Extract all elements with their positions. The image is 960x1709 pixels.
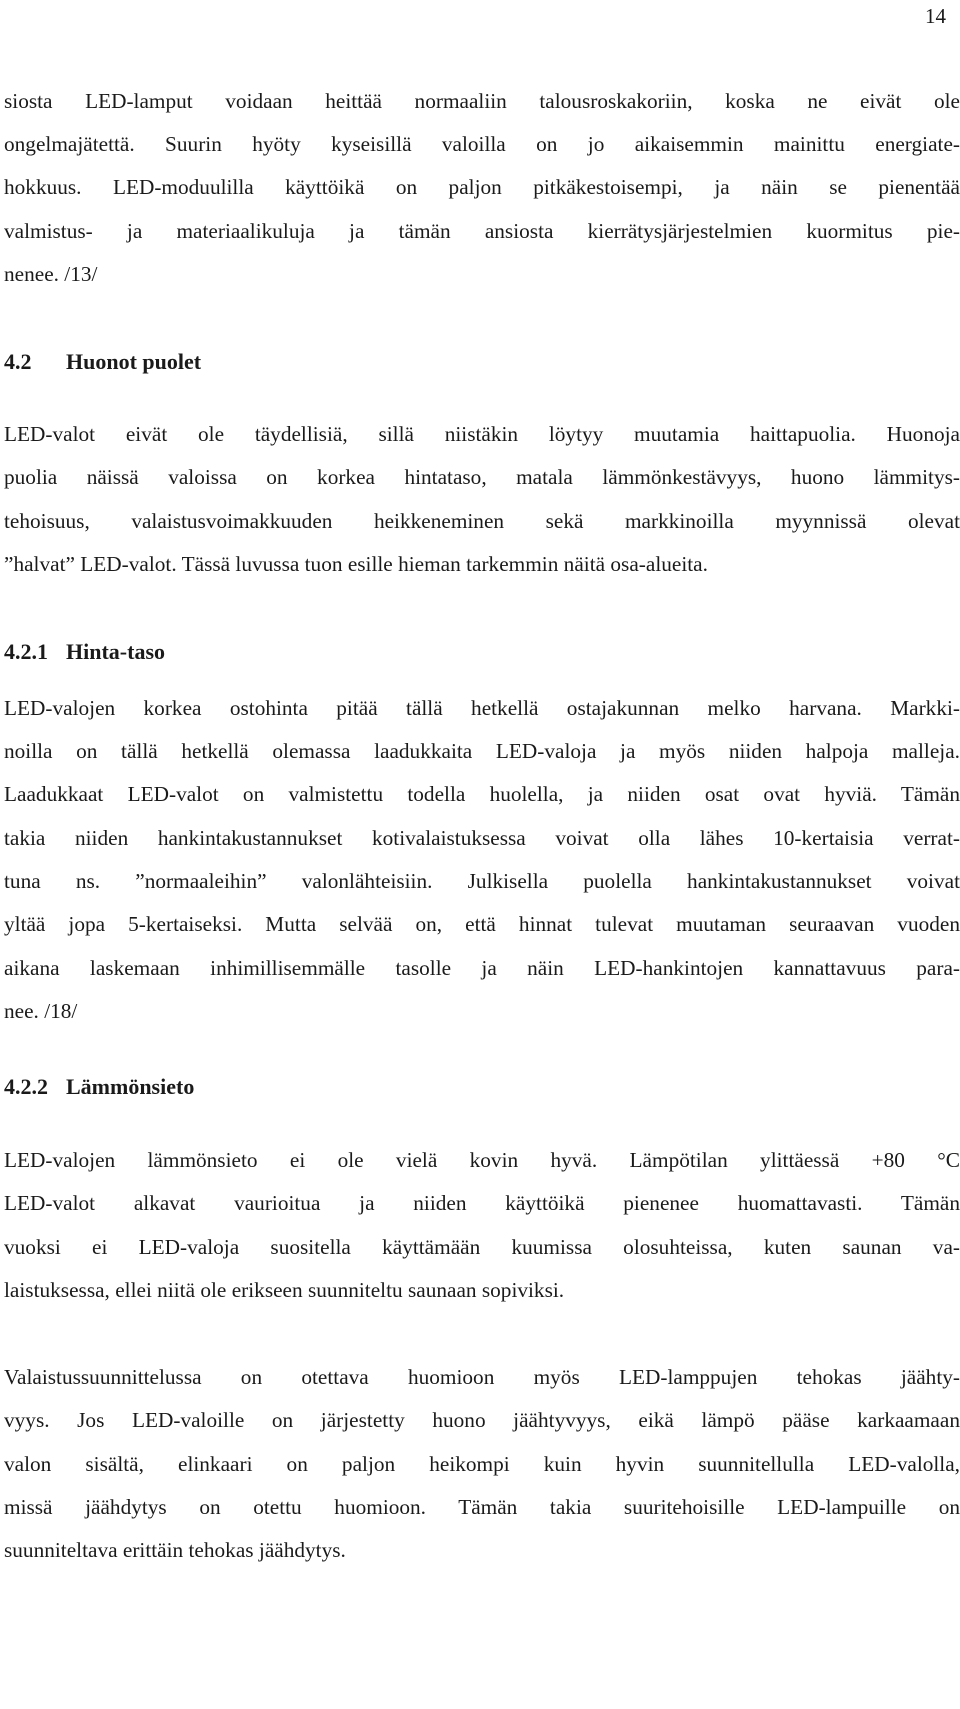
text-line: takia niiden hankintakustannukset kotivalaistuksessa voivat olla lähes 10-kertaisia verrat- xyxy=(4,826,960,850)
text-line: tehoisuus, valaistusvoimakkuuden heikkeneminen sekä markkinoilla myynnissä olevat xyxy=(4,509,960,533)
page-number: 14 xyxy=(925,4,946,28)
text-line: LED-valot alkavat vaurioitua ja niiden käyttöikä pienenee huomattavasti. Tämän xyxy=(4,1191,960,1215)
section-heading-4-2-1 xyxy=(4,641,960,663)
text-line: LED-valojen lämmönsieto ei ole vielä kovin hyvä. Lämpötilan ylittäessä +80 °C xyxy=(4,1148,960,1172)
section-title: Huonot puolet xyxy=(66,349,202,374)
text-line: vuoksi ei LED-valoja suositella käyttämään kuumissa olosuhteissa, kuten saunan va- xyxy=(4,1235,960,1259)
text-line: vyys. Jos LED-valoille on järjestetty huono jäähtyvyys, eikä lämpö pääse karkaamaan xyxy=(4,1408,960,1432)
text-line: siosta LED-lamput voidaan heittää normaaliin talousroskakoriin, koska ne eivät ole xyxy=(4,89,960,113)
section-title: Lämmönsieto xyxy=(66,1074,195,1099)
section-number: 4.2.2 xyxy=(4,1074,48,1099)
text-line: hokkuus. LED-moduulilla käyttöikä on paljon pitkäkestoisempi, ja näin se pienentää xyxy=(4,175,960,199)
section-number: 4.2 xyxy=(4,349,32,374)
text-line: puolia näissä valoissa on korkea hintataso, matala lämmönkestävyys, huono lämmitys- xyxy=(4,465,960,489)
section-heading-4-2 xyxy=(4,351,960,373)
text-line: aikana laskemaan inhimillisemmälle tasolle ja näin LED-hankintojen kannattavuus para- xyxy=(4,956,960,980)
text-line: yltää jopa 5-kertaiseksi. Mutta selvää on, että hinnat tulevat muutaman seuraavan vuoden xyxy=(4,912,960,936)
text-line: suunniteltava erittäin tehokas jäähdytys. xyxy=(4,1538,346,1562)
text-line: Valaistussuunnittelussa on otettava huomioon myös LED-lamppujen tehokas jäähty- xyxy=(4,1365,960,1389)
text-line: LED-valot eivät ole täydellisiä, sillä niistäkin löytyy muutamia haittapuolia. Huonoja xyxy=(4,422,960,446)
text-line: LED-valojen korkea ostohinta pitää tällä hetkellä ostajakunnan melko harvana. Markki- xyxy=(4,696,960,720)
section-number: 4.2.1 xyxy=(4,639,48,664)
text-line: valmistus- ja materiaalikuluja ja tämän ansiosta kierrätysjärjestelmien kuormitus pie- xyxy=(4,219,960,243)
text-line: nee. /18/ xyxy=(4,999,78,1023)
text-line: missä jäähdytys on otettu huomioon. Tämän takia suuritehoisille LED-lampuille on xyxy=(4,1495,960,1519)
text-line: ongelmajätettä. Suurin hyöty kyseisillä valoilla on jo aikaisemmin mainittu energiate- xyxy=(4,132,960,156)
text-line: valon sisältä, elinkaari on paljon heikompi kuin hyvin suunnitellulla LED-valolla, xyxy=(4,1452,960,1476)
section-heading-4-2-2 xyxy=(4,1076,960,1098)
text-line: nenee. /13/ xyxy=(4,262,98,286)
text-line: Laadukkaat LED-valot on valmistettu todella huolella, ja niiden osat ovat hyviä. Tämän xyxy=(4,782,960,806)
section-title: Hinta-taso xyxy=(66,639,165,664)
text-line: tuna ns. ”normaaleihin” valonlähteisiin. Julkisella puolella hankintakustannukset voivat xyxy=(4,869,960,893)
text-line: laistuksessa, ellei niitä ole erikseen suunniteltu saunaan sopiviksi. xyxy=(4,1278,565,1302)
text-line: ”halvat” LED-valot. Tässä luvussa tuon esille hieman tarkemmin näitä osa-alueita. xyxy=(4,552,708,576)
text-line: noilla on tällä hetkellä olemassa laadukkaita LED-valoja ja myös niiden halpoja malleja. xyxy=(4,739,960,763)
